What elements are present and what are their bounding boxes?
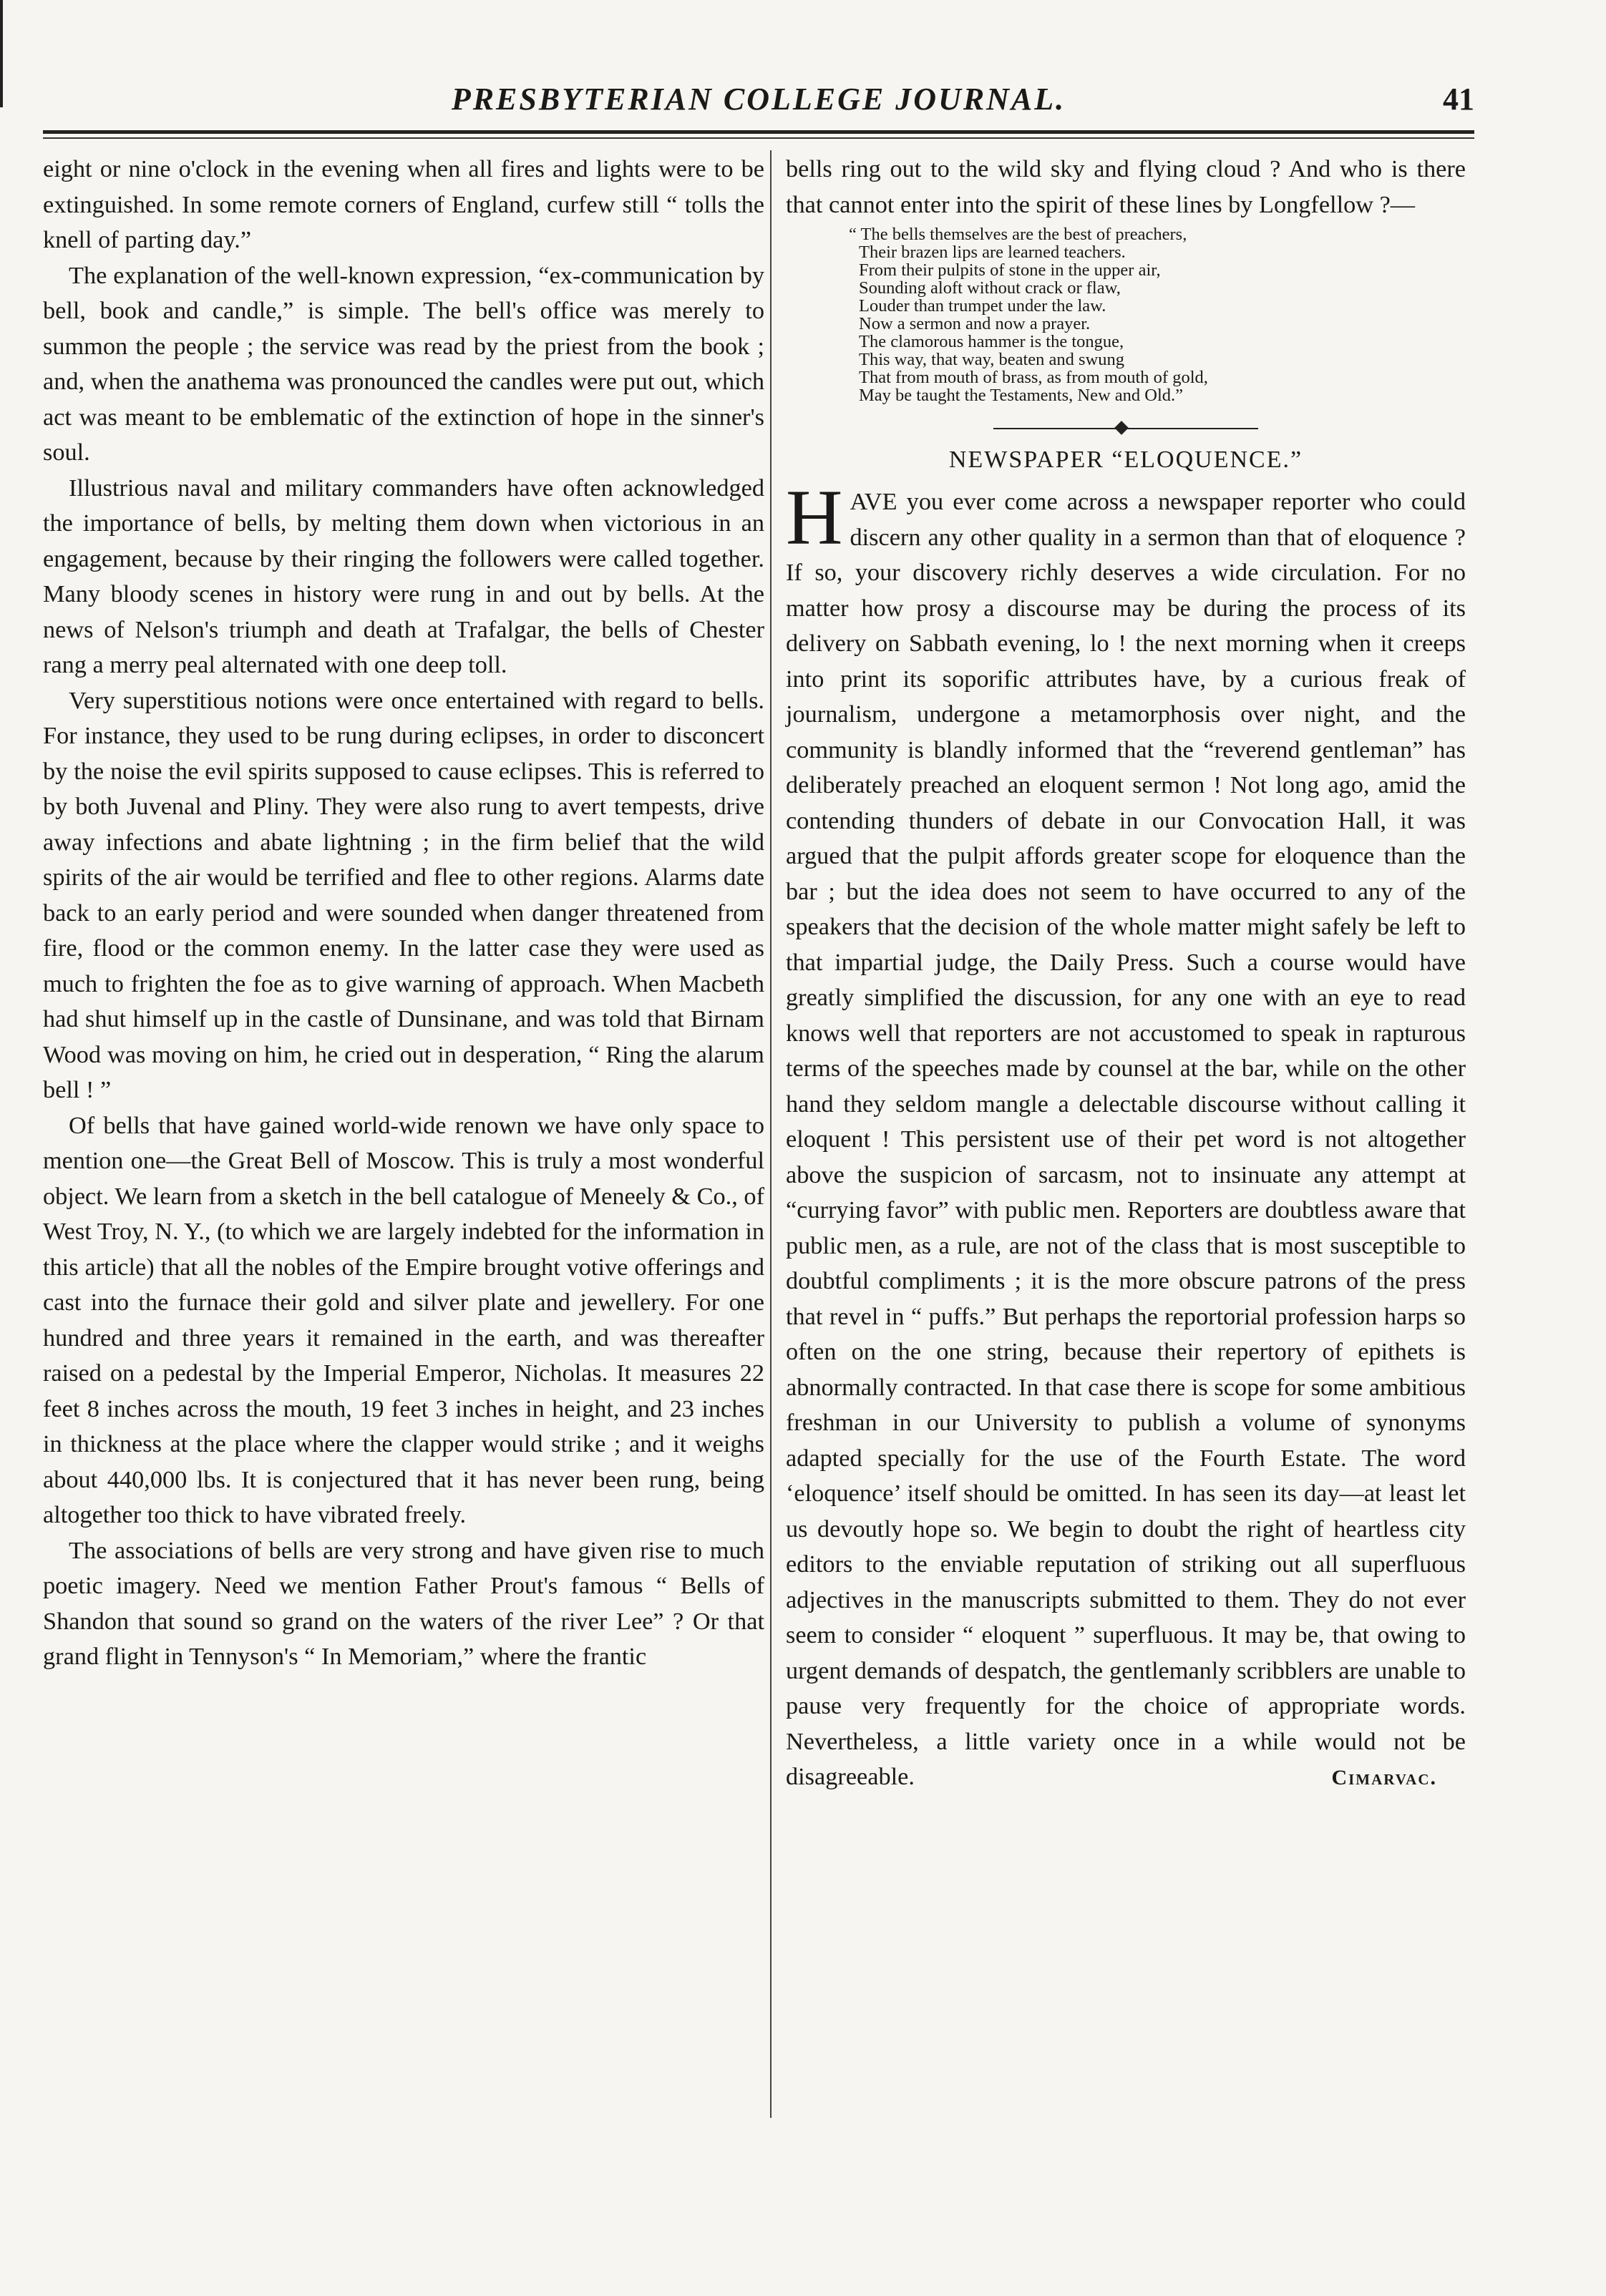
poem-line: “ The bells themselves are the best of preachers, xyxy=(849,225,1187,244)
longfellow-poem xyxy=(849,225,1466,404)
poem-line: Now a sermon and now a prayer. xyxy=(859,314,1091,333)
article-body xyxy=(786,474,1466,1795)
poem-line: Their brazen lips are learned teachers. xyxy=(859,243,1126,262)
poem-line: From their pulpits of stone in the upper air, xyxy=(859,260,1161,280)
page-number: 41 xyxy=(1443,82,1474,117)
paragraph: eight or nine o'clock in the evening when all fires and lights were to be extinguished. In some remote corners of England, curfew still “ tolls the knell of parting day.” xyxy=(43,155,764,253)
section-ornament xyxy=(993,421,1258,436)
poem-line: Louder than trumpet under the law. xyxy=(859,296,1106,316)
drop-cap: H xyxy=(786,474,843,561)
paragraph: Very superstitious notions were once entertained with regard to bells. For instance, they used to be rung during eclipses, in order to disconcert by the noise the evil spirits supposed to cause eclipses. This is referred to by both Juvenal and Pliny. They were also rung to avert tempests, drive away infections and abate lightning ; in the firm belief that the wild spirits of the air would be terrified and flee to other regions. Alarms date back to an early period and were sounded when danger threatened from fire, flood or the common enemy. In the latter case they were used as much to frighten the foe as to give warning of approach. When Macbeth had shut himself up in the castle of Dunsinane, and was told that Birnam Wood was moving on him, he cried out in desperation, “ Ring the alarum bell ! ” xyxy=(43,686,764,1103)
poem-line: This way, that way, beaten and swung xyxy=(859,350,1125,369)
section-title: NEWSPAPER “ELOQUENCE.” xyxy=(948,446,1303,473)
article-text: AVE you ever come across a newspaper reporter who could discern any other quality in a sermon than that of eloquence ? If so, your discovery richly deserves a wide circulation. For no matter how prosy a discourse may be during the process of its delivery on Sabbath evening, lo ! the next morning when it creeps into print its soporific attributes have, by a curious freak of journalism, undergone a metamorphosis over night, and the community is blandly informed that the “reverend gentleman” has deliberately preached an eloquent sermon ! Not long ago, amid the contending thunders of debate in our Convocation Hall, it was argued that the pulpit affords greater scope for eloquence than the bar ; but the idea does not seem to have occurred to any of the speakers that the decision of the whole matter might safely be left to that impartial judge, the Daily Press. Such a course would have greatly simplified the discussion, for any one with an eye to read knows well that reporters are not accustomed to speak in rapturous terms of the speeches made by counsel at the bar, while on the other hand they seldom mangle a delectable discourse without calling it eloquent ! This persistent use of their pet word is not altogether above the suspicion of sarcasm, not to insinuate any attempt at “currying favor” with public men. Reporters are doubtless aware that public men, as a rule, are not of the class that is most susceptible to doubtful compliments ; it is the more obscure patrons of the press that revel in “ puffs.” But perhaps the reportorial profession harps so often on the one string, because their repertory of epithets is abnormally contracted. In that case there is scope for some ambitious freshman in our University to publish a volume of synonyms adapted specially for the use of the Fourth Estate. The word ‘eloquence’ itself should be omitted. In has seen its day—at least let us devoutly hope so. We begin to doubt the right of heartless city editors to the enviable reputation of striking out all superfluous adjectives in the manuscripts submitted to them. They do not ever seem to consider “ eloquent ” superfluous. It may be, that owing to urgent demands of despatch, the gentlemanly scribblers are unable to pause very frequently for the choice of appropriate words. Nevertheless, a little variety once in a while would not be disagreeable. xyxy=(786,488,1466,1790)
paragraph: Of bells that have gained world-wide renown we have only space to mention one—the Great Bell of Moscow. This is truly a most wonderful object. We learn from a sketch in the bell catalogue of Meneely & Co., of West Troy, N. Y., (to which we are largely indebted for the information in this article) that all the nobles of the Empire brought votive offerings and cast into the furnace their gold and silver plate and jewellery. For one hundred and three years it remained in the earth, and was thereafter raised on a pedestal by the Imperial Emperor, Nicholas. It measures 22 feet 8 inches across the mouth, 19 feet 3 inches in height, and 23 inches in thickness at the place where the clapper would strike ; and it weighs about 440,000 lbs. It is conjectured that it has never been rung, being altogether too thick to have vibrated freely. xyxy=(43,1111,764,1528)
column-divider xyxy=(770,150,772,2118)
page-edge-mark xyxy=(0,0,3,107)
poem-line: Sounding aloft without crack or flaw, xyxy=(859,278,1121,298)
poem-line: That from mouth of brass, as from mouth of gold, xyxy=(859,368,1208,387)
header-rule-thick xyxy=(43,130,1474,134)
poem-line: May be taught the Testaments, New and Old.” xyxy=(859,386,1184,405)
right-column xyxy=(786,152,1466,1795)
paragraph: bells ring out to the wild sky and flying cloud ? And who is there that cannot enter into the spirit of these lines by Longfellow ?— xyxy=(786,155,1466,218)
header-rule-thin xyxy=(43,137,1474,139)
poem-line: The clamorous hammer is the tongue, xyxy=(859,332,1124,351)
ornament-diamond-icon xyxy=(1114,421,1129,435)
left-column xyxy=(43,152,764,1675)
paragraph: The associations of bells are very strong and have given rise to much poetic imagery. Need we mention Father Prout's famous “ Bells of Shandon that sound so grand on the waters of the river Lee” ? Or that grand flight in Tennyson's “ In Memoriam,” where the frantic xyxy=(43,1536,764,1670)
journal-title: PRESBYTERIAN COLLEGE JOURNAL. xyxy=(451,82,1066,117)
author-signature: Cimarvac. xyxy=(1331,1765,1437,1789)
paragraph: Illustrious naval and military commanders have often acknowledged the importance of bells, by melting them down when victorious in an engagement, because by their ringing the followers were called together. Many bloody scenes in history were rung in and out by bells. At the news of Nelson's triumph and death at Trafalgar, the bells of Chester rang a merry peal alternated with one deep toll. xyxy=(43,474,764,678)
page-header xyxy=(43,75,1474,125)
paragraph: The explanation of the well-known expression, “ex-communication by bell, book and candle,” is simple. The bell's office was merely to summon the people ; the service was read by the priest from the book ; and, when the anathema was pronounced the candles were put out, which act was meant to be emblematic of the extinction of hope in the sinner's soul. xyxy=(43,261,764,466)
